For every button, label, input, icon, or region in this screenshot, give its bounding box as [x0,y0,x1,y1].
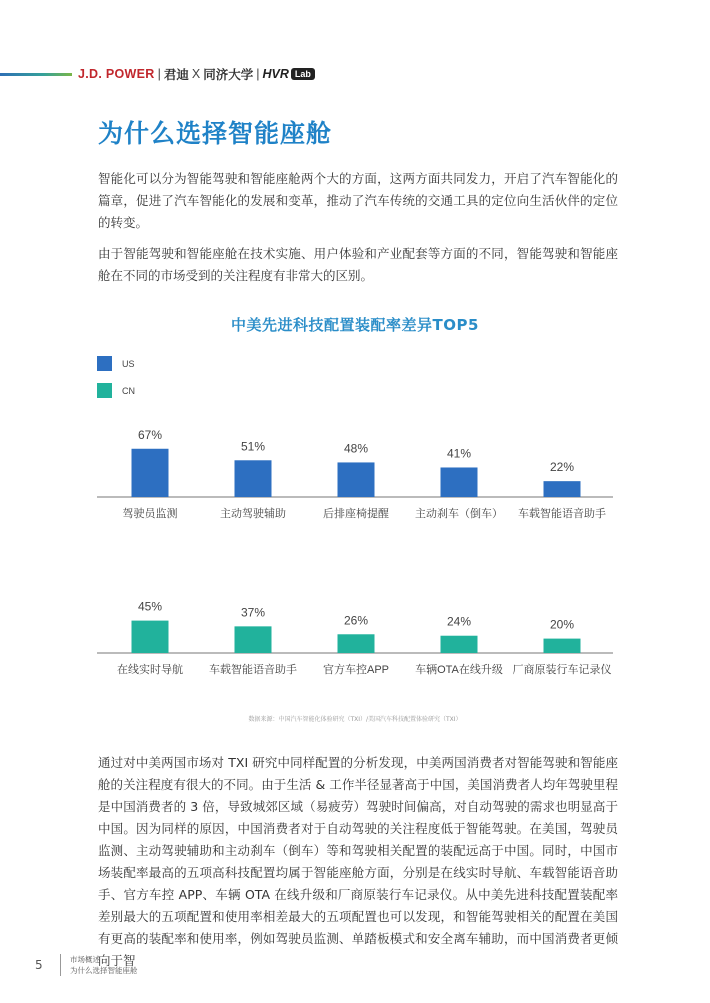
brand-separator: | [157,67,161,81]
header-accent-line [0,73,72,76]
lab-badge: Lab [291,68,315,80]
body-paragraph: 通过对中美两国市场对 TXI 研究中同样配置的分析发现，中美两国消费者对智能驾驶和智能座舱的关注程度有很大的不同。由于生活 & 工作半径显著高于中国，美国消费者人均年驾驶里程是中国消费者的 3 倍，导致城郊区域（易疲劳）驾驶时间偏高，对自动驾驶的需求也明显高于中国。因为同样的原因，中国消费者对于自动驾驶的关注程度低于智能驾驶。在美国，驾驶员监测、主动驾驶辅助和主动刹车（倒车）等和驾驶相关配置的装配远高于中国。同时，中国市场装配率最高的五项高科技配置均属于智能座舱方面，分别是在线实时导航、车载智能语音助手、官方车控 APP、车辆 OTA 在线升级和厂商原装行车记录仪。从中美先进科技配置装配率差别最大的五项配置和使用率相差最大的五项配置也可以发现，和智能驾驶相关的配置在美国有更高的装配率和使用率，例如驾驶员监测、单踏板模式和安全离车辅助，而中国消费者更倾向于智 [98,755,618,968]
bar-chart [0,400,710,700]
chart-source: 数据来源：中国汽车智能化体验研究（TXI）/美国汽车科技配置体验研究（TXI） [248,716,462,723]
footer-divider [60,954,61,976]
page-number: 5 [35,958,43,972]
intro-paragraph: 智能化可以分为智能驾驶和智能座舱两个大的方面，这两方面共同发力，开启了汽车智能化的篇章，促进了汽车智能化的发展和变革，推动了汽车传统的交通工具的定位向生活伙伴的定位的转变。 [98,171,618,230]
legend-item-us [97,356,135,371]
footer-section [70,954,138,976]
bar-cn [544,639,581,653]
intro-paragraph: 由于智能驾驶和智能座舱在技术实施、用户体验和产业配套等方面的不同，智能驾驶和智能座舱在不同的市场受到的关注程度有非常大的区别。 [98,246,618,283]
header-brand [78,64,315,84]
bar-cn [235,626,272,653]
bar-us [235,460,272,497]
data-label-us: 51% [240,439,266,454]
data-label-us: 22% [549,460,575,475]
data-label-cn: 24% [446,614,472,629]
category-label-cn: 在线实时导航 [117,664,183,676]
brand-x: X [191,67,201,81]
legend-item-cn [97,383,135,398]
legend-label-us: US [122,358,135,369]
data-label-cn: 26% [343,613,369,628]
jd-power-logo: J.D. POWER [78,67,155,81]
data-label-cn: 20% [549,617,575,632]
page-title: 为什么选择智能座舱 [98,119,333,148]
category-label-us: 车载智能语音助手 [518,508,606,520]
legend-swatch-cn [97,383,112,398]
junti-logo: 君迪 [163,68,189,82]
legend-label-cn: CN [122,385,135,396]
category-label-us: 驾驶员监测 [122,508,178,520]
data-label-us: 41% [446,446,472,461]
bar-cn [441,636,478,653]
bar-us [132,449,169,497]
legend-swatch-us [97,356,112,371]
category-label-us: 后排座椅提醒 [323,508,389,520]
category-label-cn: 官方车控APP [322,664,390,676]
bar-cn [338,634,375,653]
footer-subsection-title: 为什么选择智能座舱 [70,966,138,975]
bar-us [544,481,581,497]
footer-section-title: 市场概述 [70,955,100,964]
tongji-logo: 同济大学 [203,68,254,82]
data-label-us: 67% [137,427,163,442]
hvr-logo: HVR [262,67,289,81]
category-label-cn: 厂商原装行车记录仪 [512,664,612,676]
brand-separator: | [256,67,260,81]
category-label-cn: 车辆OTA在线升级 [415,664,503,676]
data-label-cn: 37% [240,605,266,620]
bar-us [441,467,478,497]
data-label-cn: 45% [137,599,163,614]
category-label-us: 主动驾驶辅助 [220,508,286,520]
data-label-us: 48% [343,441,369,456]
category-label-cn: 车载智能语音助手 [209,664,297,676]
bar-us [338,462,375,497]
category-label-us: 主动刹车（倒车） [415,508,503,520]
bar-cn [132,621,169,653]
chart-title: 中美先进科技配置装配率差异TOP5 [231,316,479,334]
